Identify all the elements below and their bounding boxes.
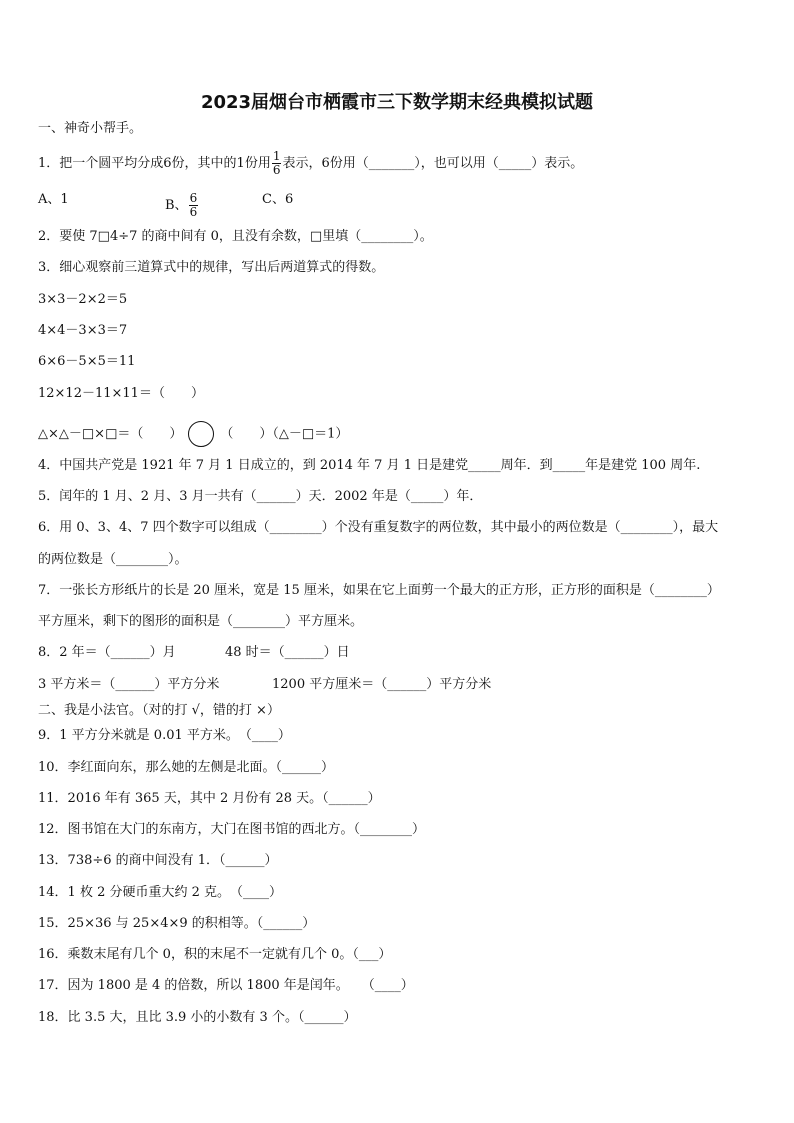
question-10: 10．李红面向东，那么她的左侧是北面。（______） — [38, 760, 335, 775]
section-heading-1: 一、神奇小帮手。 — [38, 121, 143, 136]
question-18: 18．比 3.5 大，且比 3.9 小的小数有 3 个。（______） — [38, 1010, 357, 1025]
question-13: 13．738÷6 的商中间没有 1．（______） — [38, 853, 278, 868]
equation-1: 3×3－2×2＝5 — [38, 292, 128, 307]
question-12: 12．图书馆在大门的东南方，大门在图书馆的西北方。（________） — [38, 822, 426, 837]
question-15: 15．25×36 与 25×4×9 的积相等。（______） — [38, 916, 316, 931]
question-2: 2．要使 7□4÷7 的商中间有 0，且没有余数，□里填（________）。 — [38, 229, 433, 244]
question-6-line-1: 6．用 0、3、4、7 四个数字可以组成（________）个没有重复数字的两位数，其中最小的两位数是（________），最大 — [38, 520, 719, 535]
equation-5: △×△－□×□＝（ ） （ ）（△－□＝1） — [38, 421, 348, 447]
option-c: C、6 — [262, 192, 294, 207]
circle-blank — [188, 421, 214, 447]
fraction-six-sixths: $\frac{6}{6}$ — [189, 191, 198, 219]
question-8-part-d: 1200 平方厘米＝（______）平方分米 — [272, 677, 492, 692]
section-heading-2: 二、我是小法官。（对的打 √，错的打 ×） — [38, 703, 280, 718]
question-1-part-b: 表示，6份用（_______），也可以用（_____）表示。 — [282, 156, 584, 171]
question-7-line-2: 平方厘米，剩下的图形的面积是（________）平方厘米。 — [38, 614, 364, 629]
question-14: 14．1 枚 2 分硬币重大约 2 克。 （____） — [38, 885, 283, 900]
question-8-part-b: 48 时＝（______）日 — [225, 645, 350, 660]
equation-2: 4×4－3×3＝7 — [38, 323, 128, 338]
question-6-line-2: 的两位数是（________）。 — [38, 552, 188, 567]
question-8-part-a: 8．2 年＝（______）月 — [38, 645, 176, 660]
question-7-line-1: 7．一张长方形纸片的长是 20 厘米，宽是 15 厘米，如果在它上面剪一个最大的正方形，正方形的面积是（________） — [38, 583, 720, 598]
equation-4: 12×12－11×11＝（ ） — [38, 386, 204, 401]
question-17: 17．因为 1800 是 4 的倍数，所以 1800 年是闰年。 （____） — [38, 978, 414, 993]
equation-3: 6×6－5×5＝11 — [38, 354, 136, 369]
question-9: 9．1 平方分米就是 0.01 平方米。 （____） — [38, 728, 291, 743]
question-3: 3．细心观察前三道算式中的规律，写出后两道算式的得数。 — [38, 260, 385, 275]
question-4: 4．中国共产党是 1921 年 7 月 1 日成立的，到 2014 年 7 月 1 日是建党_____周年．到_____年是建党 100 周年. — [38, 458, 701, 473]
fraction-one-sixth: $\frac{1}{6}$ — [272, 149, 281, 177]
question-16: 16．乘数末尾有几个 0，积的末尾不一定就有几个 0。（___） — [38, 947, 392, 962]
option-a: A、1 — [38, 192, 69, 207]
option-b: B、 $\frac{6}{6}$ — [165, 191, 198, 219]
question-11: 11．2016 年有 365 天，其中 2 月份有 28 天。（______） — [38, 791, 381, 806]
question-5: 5．闰年的 1 月、2 月、3 月一共有（______）天．2002 年是（_____）年． — [38, 489, 483, 504]
question-1-part-a: 1．把一个圆平均分成6份，其中的1份用 — [38, 156, 271, 171]
page-title: 2023届烟台市栖霞市三下数学期末经典模拟试题 — [200, 92, 594, 113]
question-1 — [38, 150, 583, 177]
question-8-part-c: 3 平方米＝（______）平方分米 — [38, 677, 220, 692]
